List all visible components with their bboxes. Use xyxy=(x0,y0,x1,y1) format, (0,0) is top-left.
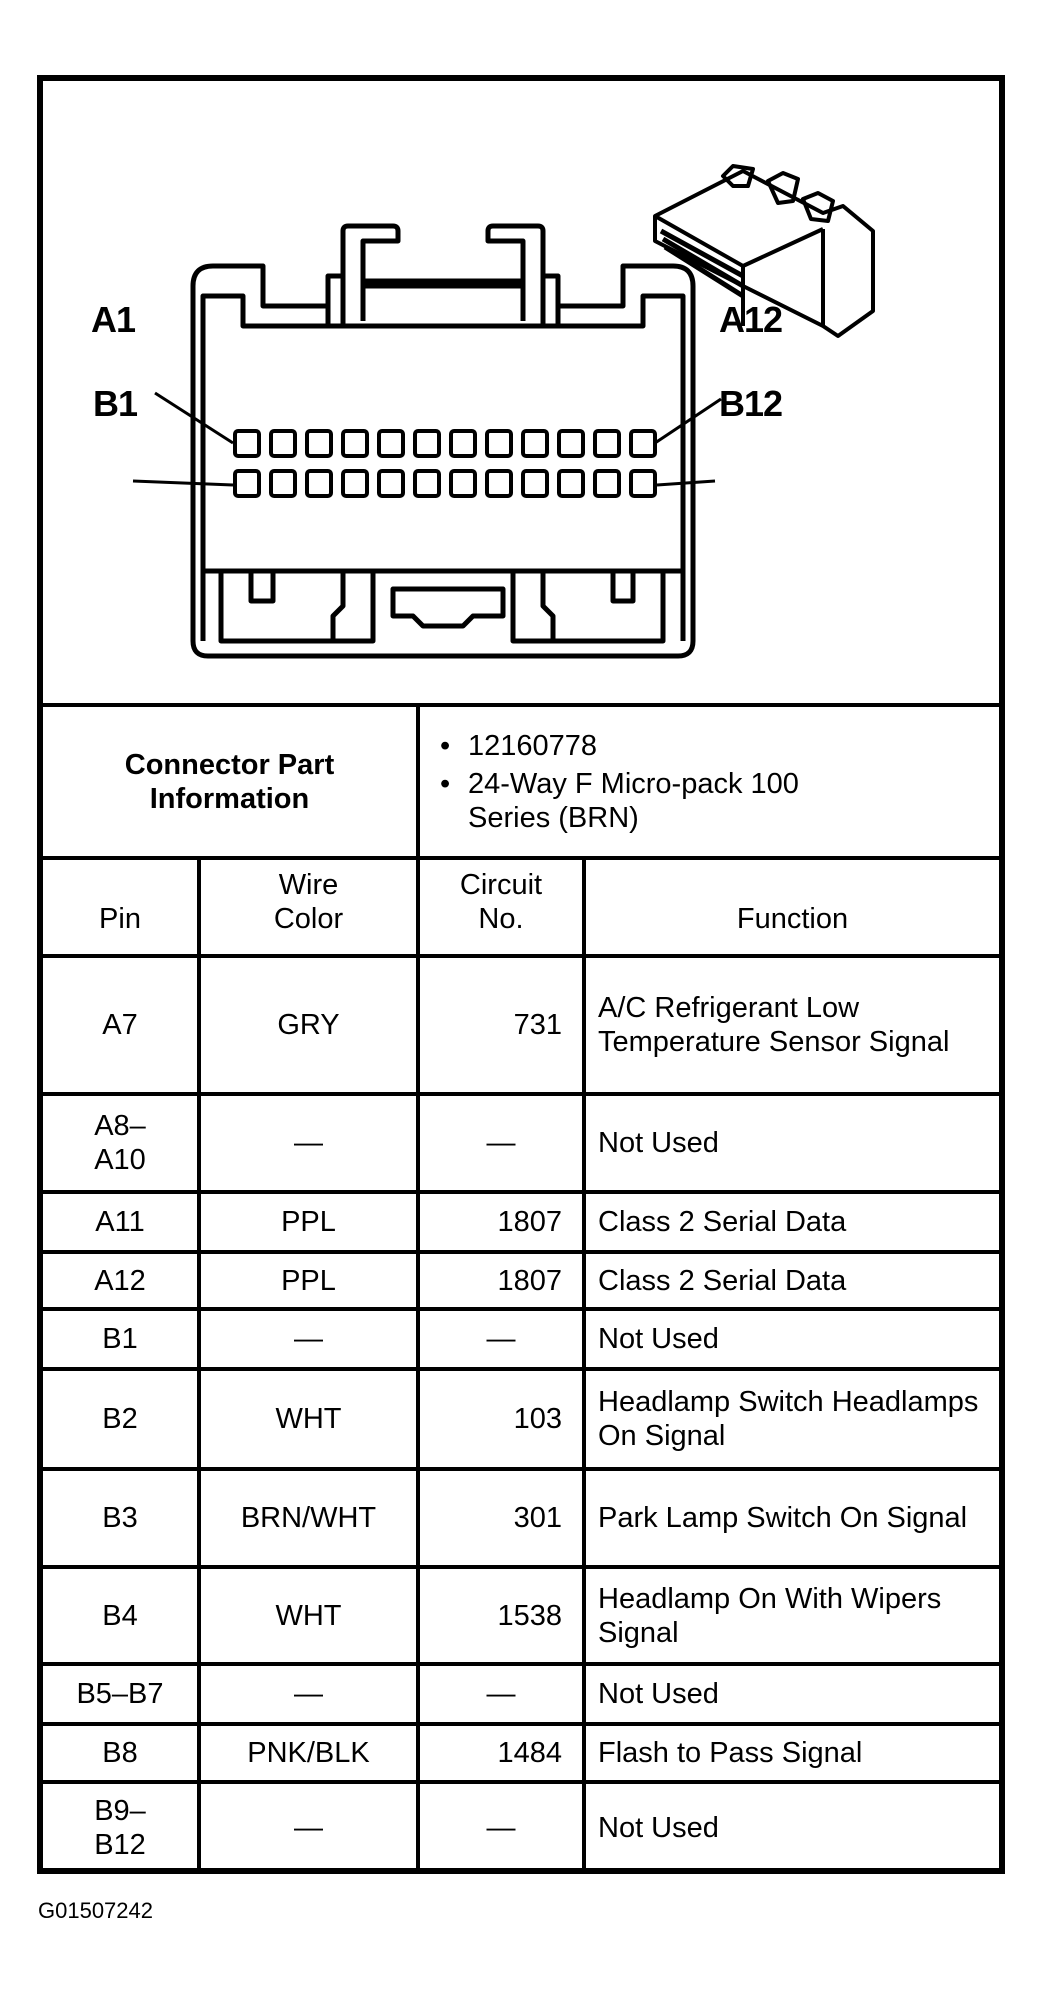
connector-pinout-table xyxy=(43,707,999,1872)
cell-circuit: — xyxy=(418,1094,584,1192)
cell-wire-color: WHT xyxy=(199,1369,418,1469)
cell-function: A/C Refrigerant Low Temperature Sensor Signal xyxy=(584,956,999,1094)
cell-function: Headlamp Switch Headlamps On Signal xyxy=(584,1369,999,1469)
table-row xyxy=(43,1369,999,1469)
connector-info-values xyxy=(418,707,999,858)
cell-circuit: 1807 xyxy=(418,1192,584,1252)
table-row xyxy=(43,1567,999,1664)
cell-pin: B3 xyxy=(43,1469,199,1567)
cell-pin: A11 xyxy=(43,1192,199,1252)
header-function: Function xyxy=(584,858,999,956)
cell-wire-color: — xyxy=(199,1664,418,1724)
cell-wire-color: GRY xyxy=(199,956,418,1094)
figure-id-caption: G01507242 xyxy=(38,1898,153,1923)
cell-wire-color: PPL xyxy=(199,1252,418,1309)
pin-label-a1: A1 xyxy=(91,299,136,340)
pin-label-b12: B12 xyxy=(719,383,783,424)
cell-pin: A12 xyxy=(43,1252,199,1309)
cell-pin: B5–B7 xyxy=(43,1664,199,1724)
connector-info-label xyxy=(43,707,418,858)
header-wire-color-text: Wire Color xyxy=(273,869,344,935)
cell-function: Not Used xyxy=(584,1664,999,1724)
cell-function: Not Used xyxy=(584,1309,999,1369)
connector-info-row xyxy=(43,707,999,858)
table-row xyxy=(43,1192,999,1252)
table-row xyxy=(43,1664,999,1724)
cell-wire-color: PPL xyxy=(199,1192,418,1252)
cell-wire-color: BRN/WHT xyxy=(199,1469,418,1567)
cell-circuit: — xyxy=(418,1664,584,1724)
table-row xyxy=(43,1252,999,1309)
connector-description: • 24-Way F Micro-pack 100 Series (BRN) xyxy=(468,767,808,835)
cell-wire-color: — xyxy=(199,1094,418,1192)
cell-wire-color: PNK/BLK xyxy=(199,1724,418,1782)
cell-pin xyxy=(43,1094,199,1192)
table-header-row xyxy=(43,858,999,956)
cell-circuit: 1538 xyxy=(418,1567,584,1664)
header-pin: Pin xyxy=(43,858,199,956)
cell-circuit: 1807 xyxy=(418,1252,584,1309)
connector-diagram xyxy=(43,81,999,707)
pin-label-b1: B1 xyxy=(93,383,138,424)
header-wire-color xyxy=(199,858,418,956)
connector-document-frame xyxy=(37,75,1005,1874)
cell-pin: B8 xyxy=(43,1724,199,1782)
connector-part-number: • 12160778 xyxy=(468,729,999,763)
header-circuit-text: Circuit No. xyxy=(459,869,543,935)
cell-function: Headlamp On With Wipers Signal xyxy=(584,1567,999,1664)
connector-info-label-text: Connector Part Information xyxy=(124,748,335,815)
cell-pin: A7 xyxy=(43,956,199,1094)
cell-pin xyxy=(43,1782,199,1872)
cell-circuit: — xyxy=(418,1782,584,1872)
cell-wire-color: — xyxy=(199,1782,418,1872)
cell-function: Not Used xyxy=(584,1094,999,1192)
table-row xyxy=(43,1309,999,1369)
cell-function: Not Used xyxy=(584,1782,999,1872)
cell-pin: B1 xyxy=(43,1309,199,1369)
table-row xyxy=(43,1724,999,1782)
cell-circuit: 731 xyxy=(418,956,584,1094)
table-row xyxy=(43,956,999,1094)
cell-circuit: — xyxy=(418,1309,584,1369)
pin-label-a12: A12 xyxy=(719,299,783,340)
cell-wire-color: — xyxy=(199,1309,418,1369)
table-row xyxy=(43,1469,999,1567)
table-row xyxy=(43,1782,999,1872)
cell-function: Flash to Pass Signal xyxy=(584,1724,999,1782)
header-circuit xyxy=(418,858,584,956)
cell-wire-color: WHT xyxy=(199,1567,418,1664)
cell-function: Class 2 Serial Data xyxy=(584,1252,999,1309)
connector-face-icon xyxy=(43,81,999,703)
cell-circuit: 1484 xyxy=(418,1724,584,1782)
table-row xyxy=(43,1094,999,1192)
cell-pin: B2 xyxy=(43,1369,199,1469)
cell-circuit: 103 xyxy=(418,1369,584,1469)
cell-circuit: 301 xyxy=(418,1469,584,1567)
cell-pin-text: A8–A10 xyxy=(94,1110,146,1176)
cell-function: Class 2 Serial Data xyxy=(584,1192,999,1252)
cell-pin-text: B9–B12 xyxy=(94,1795,146,1861)
cell-function: Park Lamp Switch On Signal xyxy=(584,1469,999,1567)
cell-pin: B4 xyxy=(43,1567,199,1664)
